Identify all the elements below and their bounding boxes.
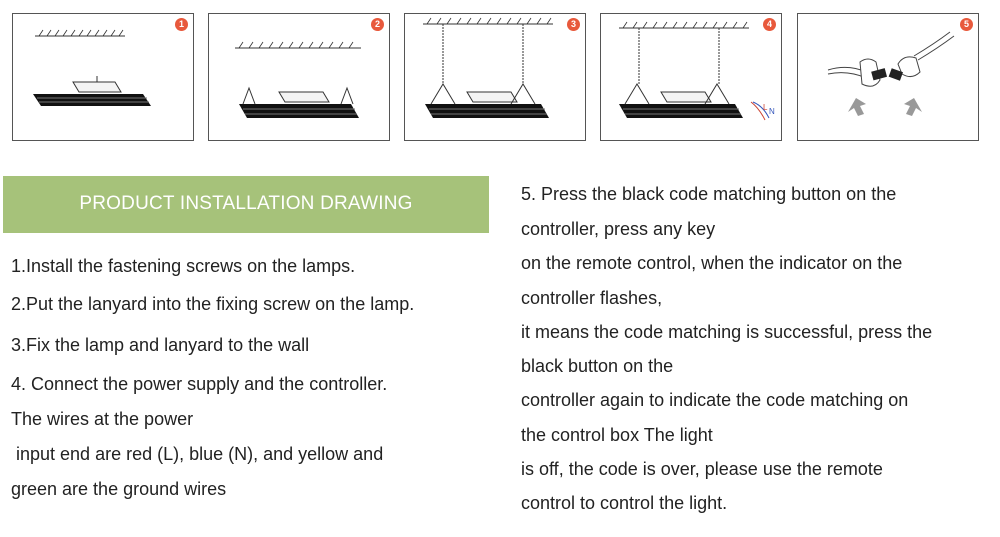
section-title: PRODUCT INSTALLATION DRAWING: [79, 193, 413, 214]
instruction-line: control to control the light.: [521, 493, 728, 513]
instruction-line: controller, press any key: [521, 219, 716, 239]
instruction-line: green are the ground wires: [11, 479, 227, 499]
lanyard-illustration: [209, 14, 389, 140]
step-badge: 5: [960, 18, 973, 31]
neutral-wire-label: N: [769, 107, 775, 116]
instruction-line: 4. Connect the power supply and the controller.: [11, 374, 388, 394]
instruction-line: is off, the code is over, please use the remote: [521, 459, 883, 479]
lamp-install-illustration: [13, 14, 193, 140]
live-wire-label: L: [763, 103, 768, 112]
instruction-line: controller flashes,: [521, 288, 663, 308]
instruction-line: controller again to indicate the code matching on: [521, 390, 909, 410]
instruction-line: 2.Put the lanyard into the fixing screw on the lamp.: [11, 294, 415, 314]
step-4-panel: [600, 13, 782, 141]
instruction-line: 5. Press the black code matching button on the: [521, 184, 897, 204]
step-badge: 3: [567, 18, 580, 31]
instruction-line: on the remote control, when the indicator on the: [521, 253, 903, 273]
step-badge: 4: [763, 18, 776, 31]
power-connection-illustration: [601, 14, 781, 140]
step-3-panel: [404, 13, 586, 141]
instruction-line: 3.Fix the lamp and lanyard to the wall: [11, 335, 310, 355]
section-header: [3, 176, 489, 233]
step-1-panel: [12, 13, 194, 141]
instruction-line: input end are red (L), blue (N), and yellow and: [11, 444, 384, 464]
instruction-line: 1.Install the fastening screws on the lamps.: [11, 256, 356, 276]
step-2-panel: [208, 13, 390, 141]
instruction-line: black button on the: [521, 356, 674, 376]
code-matching-illustration: [798, 14, 978, 140]
hang-lamp-illustration: [405, 14, 585, 140]
instruction-line: the control box The light: [521, 425, 713, 445]
instruction-line: it means the code matching is successful, press the: [521, 322, 933, 342]
step-badge: 1: [175, 18, 188, 31]
step-badge: 2: [371, 18, 384, 31]
step-5-panel: [797, 13, 979, 141]
instruction-line: The wires at the power: [11, 409, 194, 429]
